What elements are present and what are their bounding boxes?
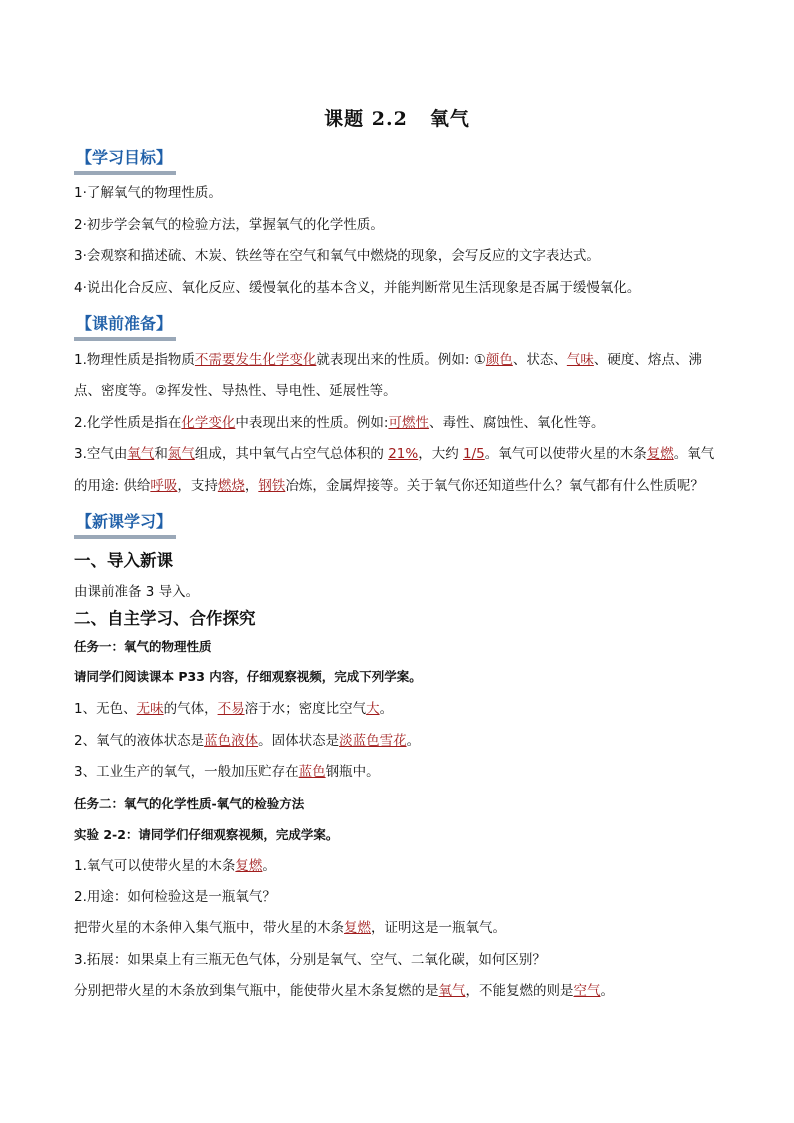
experiment-instruction: 实验 2-2：请同学们仔细观察视频，完成学案。 [74,827,339,842]
physical-property-1: 1、无色、无味的气体，不易溶于水；密度比空气大。 [74,701,394,717]
prep-paragraph-3-cont: 的用途: 供给呼吸，支持燃烧，钢铁冶炼，金属焊接等。关于氧气你还知道些什么？氧气都有什么性质呢？ [74,478,704,494]
section-header-new-lesson: 【新课学习】 [74,512,176,539]
experiment-item-3: 3.拓展：如果桌上有三瓶无色气体，分别是氧气、空气、二氧化碳，如何区别？ [74,952,546,968]
heading-self-study: 二、自主学习、合作探究 [74,609,256,628]
page-title [0,104,794,131]
prep-paragraph-1: 1.物理性质是指物质不需要发生化学变化就表现出来的性质。例如: ①颜色、状态、气味、硬度、熔点、沸 [74,352,702,368]
title-topic: 氧气 [429,108,470,130]
physical-property-3: 3、工业生产的氧气，一般加压贮存在蓝色钢瓶中。 [74,764,380,780]
physical-property-2: 2、氧气的液体状态是蓝色液体。固体状态是淡蓝色雪花。 [74,733,421,749]
task-2-title: 任务二：氧气的化学性质-氧气的检验方法 [74,796,305,811]
goal-item-1: 1·了解氧气的物理性质。 [74,185,222,201]
goal-item-3: 3·会观察和描述硫、木炭、铁丝等在空气和氧气中燃烧的现象，会写反应的文字表达式。 [74,248,600,264]
section-header-prep: 【课前准备】 [74,314,176,341]
prep-paragraph-2: 2.化学性质是指在化学变化中表现出来的性质。例如:可燃性、毒性、腐蚀性、氧化性等。 [74,415,605,431]
heading-import: 一、导入新课 [74,551,173,570]
title-lesson-number: 课题 2.2 [324,108,408,130]
goal-item-4: 4·说出化合反应、氧化反应、缓慢氧化的基本含义，并能判断常见生活现象是否属于缓慢氧化。 [74,280,641,296]
experiment-item-2-answer: 把带火星的木条伸入集气瓶中，带火星的木条复燃，证明这是一瓶氧气。 [74,920,506,936]
experiment-item-1: 1.氧气可以使带火星的木条复燃。 [74,858,276,874]
section-header-goals: 【学习目标】 [74,148,176,175]
experiment-item-3-answer: 分别把带火星的木条放到集气瓶中，能使带火星木条复燃的是氧气，不能复燃的则是空气。 [74,983,614,999]
task-1-instruction: 请同学们阅读课本 P33 内容，仔细观察视频，完成下列学案。 [74,669,422,684]
prep-paragraph-3: 3.空气由氧气和氮气组成，其中氧气占空气总体积的 21%，大约 1/5。氧气可以使带火星的木条复燃。氧气 [74,446,715,462]
prep-paragraph-1-cont: 点、密度等。②挥发性、导热性、导电性、延展性等。 [74,383,397,399]
experiment-item-2: 2.用途：如何检验这是一瓶氧气？ [74,889,276,905]
goal-item-2: 2·初步学会氧气的检验方法，掌握氧气的化学性质。 [74,217,384,233]
import-text: 由课前准备 3 导入。 [74,584,200,600]
task-1-title: 任务一：氧气的物理性质 [74,639,212,654]
